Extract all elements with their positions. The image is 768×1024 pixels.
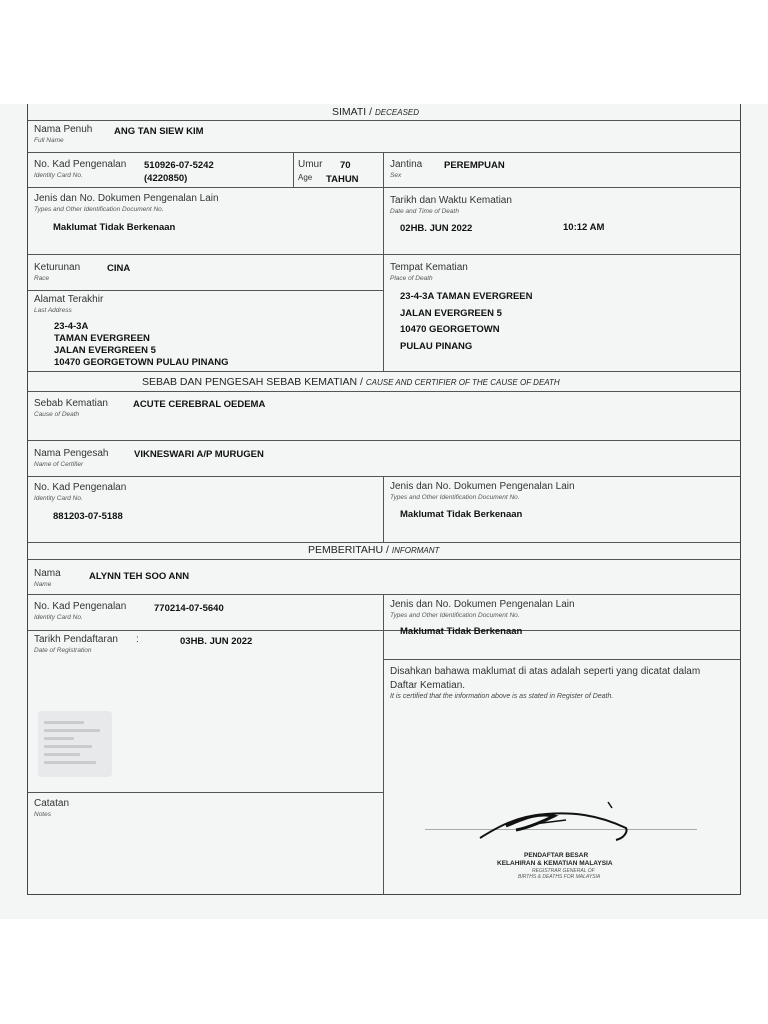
certifier-other-doc-value: Maklumat Tidak Berkenaan [400,509,523,520]
cause-of-death-label: Sebab Kematian [34,398,108,409]
registrar-title: KELAHIRAN & KEMATIAN MALAYSIA [497,860,613,867]
place-of-death-line: 23-4-3A TAMAN EVERGREEN [400,291,533,302]
certification-text: Disahkan bahawa maklumat di atas adalah seperti yang dicatat dalam [390,666,701,677]
informant-name-value: ALYNN TEH SOO ANN [89,571,190,582]
cause-of-death-label-en: Cause of Death [34,411,80,418]
certifier-name-label: Nama Pengesah [34,448,109,459]
informant-ic-label: No. Kad Pengenalan [34,601,127,612]
last-address-line: JALAN EVERGREEN 5 [54,345,156,356]
certifier-ic-label-en: Identity Card No. [34,495,83,502]
place-of-death-line: JALAN EVERGREEN 5 [400,308,502,319]
certifier-ic-value: 881203-07-5188 [53,511,123,522]
full-name-label-en: Full Name [34,137,64,144]
last-address-label-en: Last Address [34,307,72,314]
place-of-death-label-en: Place of Death [390,275,433,282]
registration-date-label: Tarikh Pendaftaran [34,634,118,645]
registrar-title-en: REGISTRAR GENERAL OF [532,868,595,874]
registrar-signature [476,798,636,846]
notes-label-en: Notes [34,811,51,818]
last-address-line: TAMAN EVERGREEN [54,333,150,344]
age-value: 70 [340,160,351,171]
full-name-label: Nama Penuh [34,124,93,135]
deceased-ic-label-en: Identity Card No. [34,172,83,179]
death-time-value: 10:12 AM [563,222,605,233]
place-of-death-label: Tempat Kematian [390,262,468,273]
age-unit: TAHUN [326,174,359,185]
deceased-other-doc-label-en: Types and Other Identification Document No. [34,206,164,213]
place-of-death-line: PULAU PINANG [400,341,473,352]
certifier-name-value: VIKNESWARI A/P MURUGEN [134,449,264,460]
sex-label: Jantina [390,159,423,170]
cause-of-death-value: ACUTE CEREBRAL OEDEMA [133,399,266,410]
deceased-other-doc-value: Maklumat Tidak Berkenaan [53,222,176,233]
last-address-line: 10470 GEORGETOWN PULAU PINANG [54,357,229,368]
deceased-ic-value: 510926-07-5242 [144,160,214,171]
registrar-title-en: BIRTHS & DEATHS FOR MALAYSIA [518,874,601,880]
registration-date-label-en: Date of Registration [34,647,92,654]
deceased-old-ic-value: (4220850) [144,173,188,184]
death-datetime-label: Tarikh dan Waktu Kematian [390,195,512,206]
sex-value: PEREMPUAN [444,160,505,171]
race-label: Keturunan [34,262,81,273]
informant-name-label: Nama [34,568,61,579]
sex-label-en: Sex [390,172,402,179]
age-label-en: Age [298,173,313,182]
registration-date-value: 03HB. JUN 2022 [180,636,253,647]
last-address-label: Alamat Terakhir [34,294,104,305]
death-datetime-label-en: Date and Time of Death [390,208,459,215]
informant-other-doc-label: Jenis dan No. Dokumen Pengenalan Lain [390,599,575,610]
death-date-value: 02HB. JUN 2022 [400,223,473,234]
registrar-title: PENDAFTAR BESAR [524,852,589,859]
last-address-line: 23-4-3A [54,321,89,332]
race-value: CINA [107,263,131,274]
certificate-sheet [0,104,768,919]
deceased-other-doc-label: Jenis dan No. Dokumen Pengenalan Lain [34,193,219,204]
certifier-other-doc-label-en: Types and Other Identification Document No. [390,494,520,501]
deceased-ic-label: No. Kad Pengenalan [34,159,127,170]
informant-ic-value: 770214-07-5640 [154,603,224,614]
place-of-death-line: 10470 GEORGETOWN [400,324,500,335]
race-label-en: Race [34,275,50,282]
informant-other-doc-value: Maklumat Tidak Berkenaan [400,626,523,637]
certifier-other-doc-label: Jenis dan No. Dokumen Pengenalan Lain [390,481,575,492]
section-cause-title: SEBAB DAN PENGESAH SEBAB KEMATIAN / CAUSE AND CERTIFIER OF THE CAUSE OF DEATH [142,376,560,388]
certification-text-en: It is certified that the information above is as stated in Register of Death. [390,693,614,700]
informant-name-label-en: Name [34,581,52,588]
stamp-image [38,711,112,777]
full-name-value: ANG TAN SIEW KIM [114,126,204,137]
informant-ic-label-en: Identity Card No. [34,614,83,621]
certifier-ic-label: No. Kad Pengenalan [34,482,127,493]
section-deceased-title: SIMATI / DECEASED [332,106,420,118]
certifier-name-label-en: Name of Certifier [34,461,84,468]
age-label: Umur [298,159,323,170]
informant-other-doc-label-en: Types and Other Identification Document No. [390,612,520,619]
certification-text: Daftar Kematian. [390,680,466,691]
registration-date-colon: : [136,634,139,645]
notes-label: Catatan [34,798,70,809]
section-informant-title: PEMBERITAHU / INFORMANT [308,544,440,556]
